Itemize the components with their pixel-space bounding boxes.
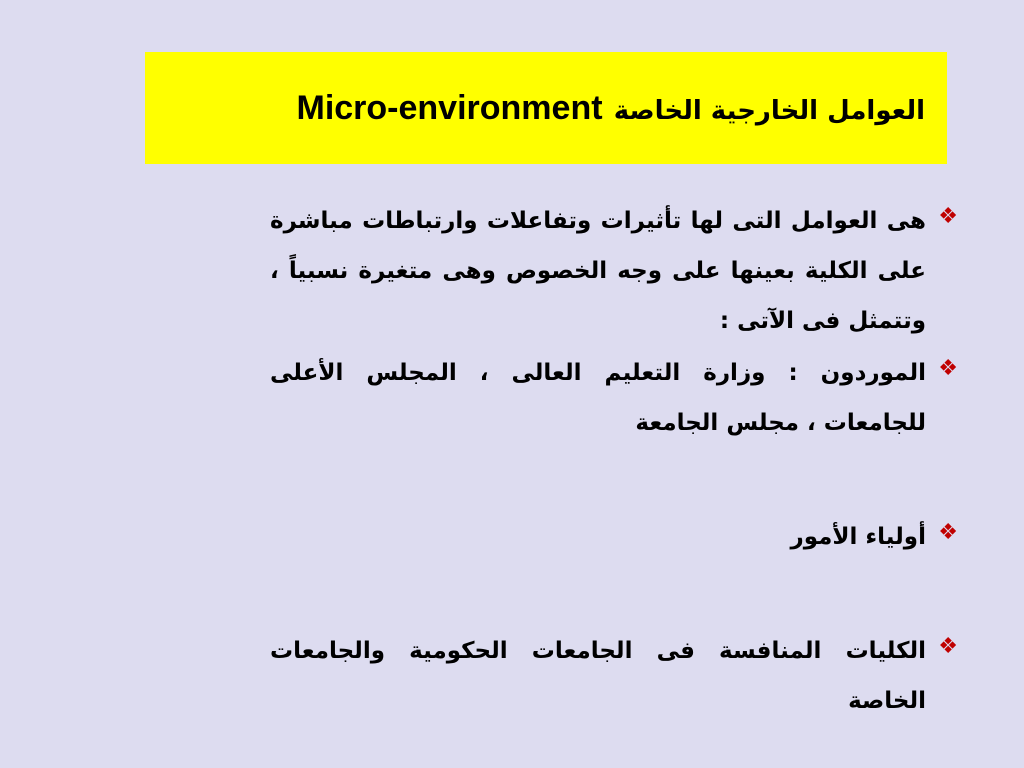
- bullet-text: الموردون : وزارة التعليم العالى ، المجلس الأعلى للجامعات ، مجلس الجامعة: [270, 360, 926, 436]
- bullet-text: هى العوامل التى لها تأثيرات وتفاعلات وارتباطات مباشرة على الكلية بعينها على وجه الخصوص وهى متغيرة نسبياً ، وتتمثل فى الآتى :: [270, 208, 926, 334]
- bullet-item: [270, 626, 962, 726]
- title-arabic: العوامل الخارجية الخاصة: [613, 95, 925, 126]
- title-latin: Micro-environment: [296, 88, 603, 127]
- diamond-bullet-icon: ❖: [938, 634, 958, 659]
- diamond-bullet-icon: ❖: [938, 520, 958, 545]
- diamond-bullet-icon: ❖: [938, 204, 958, 229]
- bullet-item: [270, 348, 962, 448]
- bullet-item: [270, 196, 962, 346]
- bullet-item: [270, 512, 962, 562]
- diamond-bullet-icon: ❖: [938, 356, 958, 381]
- slide-title: [297, 89, 926, 128]
- bullet-text: أولياء الأمور: [790, 524, 926, 550]
- title-box: [145, 52, 947, 164]
- bullet-list: [270, 196, 962, 726]
- bullet-text: الكليات المنافسة فى الجامعات الحكومية والجامعات الخاصة: [270, 638, 926, 714]
